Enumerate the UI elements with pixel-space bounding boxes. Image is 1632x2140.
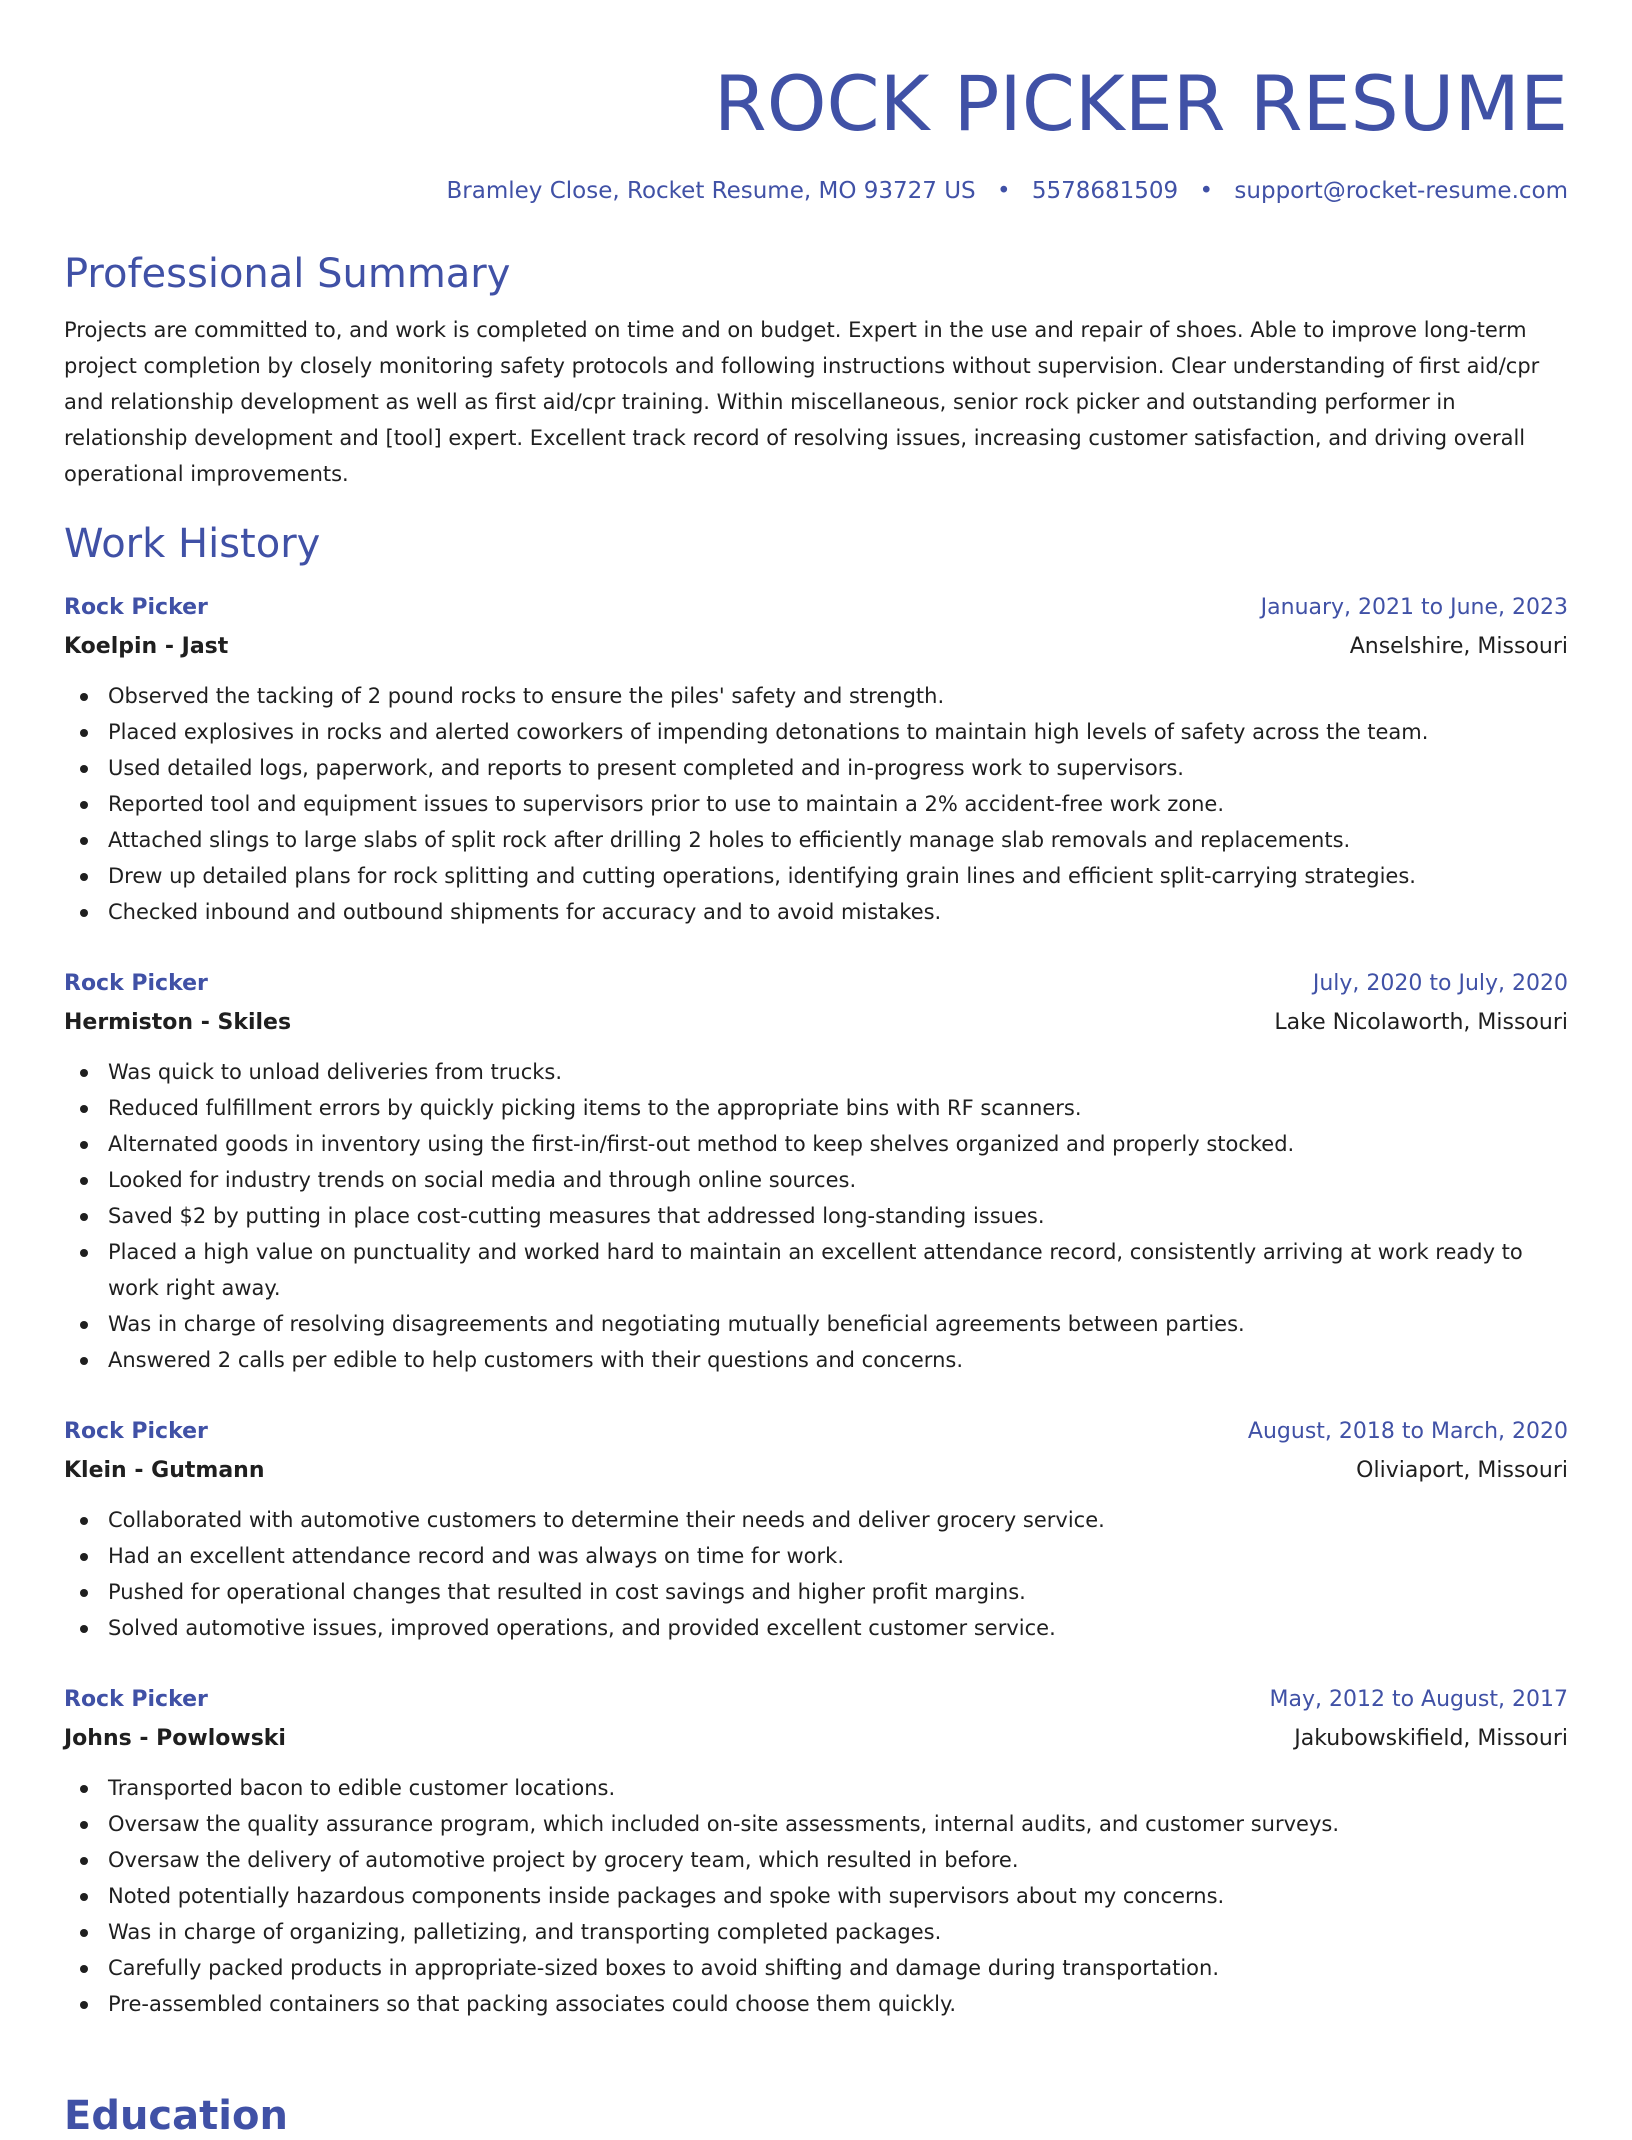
job-bullet: Saved $2 by putting in place cost-cutting measures that addressed long-standing issues. xyxy=(64,1198,1568,1234)
job-dates: January, 2021 to June, 2023 xyxy=(1260,594,1568,620)
job-company: Johns - Powlowski xyxy=(64,1725,286,1751)
job-bullet: Was in charge of resolving disagreements and negotiating mutually beneficial agreements between parties. xyxy=(64,1306,1568,1342)
job-bullet: Noted potentially hazardous components inside packages and spoke with supervisors about my concerns. xyxy=(64,1878,1568,1914)
job-title: Rock Picker xyxy=(64,1418,208,1444)
job-bullet: Collaborated with automotive customers to determine their needs and deliver grocery service. xyxy=(64,1502,1568,1538)
job-bullets xyxy=(64,678,1568,930)
job-bullet: Answered 2 calls per edible to help customers with their questions and concerns. xyxy=(64,1342,1568,1378)
job-company: Hermiston - Skiles xyxy=(64,1009,292,1035)
job-bullet: Was in charge of organizing, palletizing, and transporting completed packages. xyxy=(64,1914,1568,1950)
job-header-row xyxy=(64,588,1568,627)
contact-info xyxy=(64,178,1568,206)
job-bullets xyxy=(64,1502,1568,1646)
job-bullet: Observed the tacking of 2 pound rocks to ensure the piles' safety and strength. xyxy=(64,678,1568,714)
job-company-row xyxy=(64,1003,1568,1042)
job-company-row xyxy=(64,627,1568,666)
resume-page xyxy=(64,0,1568,2139)
job-bullet: Had an excellent attendance record and was always on time for work. xyxy=(64,1538,1568,1574)
job-bullet: Oversaw the quality assurance program, which included on-site assessments, internal audits, and customer surveys. xyxy=(64,1806,1568,1842)
job-title: Rock Picker xyxy=(64,970,208,996)
contact-address: Bramley Close, Rocket Resume, MO 93727 US xyxy=(446,178,976,204)
summary-text: Projects are committed to, and work is completed on time and on budget. Expert in the use and repair of shoes. Able to improve long-term project completion by closely monitoring safety protocols and following instructions without supervision. Clear understanding of first aid/cpr and relationship development as well as first aid/cpr training. Within miscellaneous, senior rock picker and outstanding performer in relationship development and [tool] expert. Excellent track record of resolving issues, increasing customer satisfaction, and driving overall operational improvements. xyxy=(64,317,1540,486)
job-bullet: Placed explosives in rocks and alerted coworkers of impending detonations to maintain high levels of safety across the team. xyxy=(64,714,1568,750)
job-dates: July, 2020 to July, 2020 xyxy=(1312,970,1568,996)
job-title: Rock Picker xyxy=(64,594,208,620)
job-dates: August, 2018 to March, 2020 xyxy=(1247,1418,1568,1444)
job-location: Jakubowskifield, Missouri xyxy=(1294,1725,1568,1751)
job-bullet: Used detailed logs, paperwork, and reports to present completed and in-progress work to supervisors. xyxy=(64,750,1568,786)
job-dates: May, 2012 to August, 2017 xyxy=(1269,1686,1568,1712)
summary-heading: Professional Summary xyxy=(64,250,511,297)
job-location: Anselshire, Missouri xyxy=(1349,633,1568,659)
job-bullet: Was quick to unload deliveries from trucks. xyxy=(64,1054,1568,1090)
job-location: Oliviaport, Missouri xyxy=(1356,1457,1568,1483)
job-bullet: Attached slings to large slabs of split rock after drilling 2 holes to efficiently manage slab removals and replacements. xyxy=(64,822,1568,858)
contact-email: support@rocket-resume.com xyxy=(1234,178,1568,204)
job-bullet: Transported bacon to edible customer locations. xyxy=(64,1770,1568,1806)
job-bullet: Carefully packed products in appropriate-sized boxes to avoid shifting and damage during transportation. xyxy=(64,1950,1568,1986)
job-bullet: Checked inbound and outbound shipments for accuracy and to avoid mistakes. xyxy=(64,894,1568,930)
job-bullet: Drew up detailed plans for rock splitting and cutting operations, identifying grain lines and efficient split-carrying strategies. xyxy=(64,858,1568,894)
job-company-row xyxy=(64,1719,1568,1758)
job-bullet: Placed a high value on punctuality and worked hard to maintain an excellent attendance record, consistently arriving at work ready to work right away. xyxy=(64,1234,1568,1306)
job-entry xyxy=(64,588,1568,930)
education-heading: Education xyxy=(64,2093,288,2139)
job-entry xyxy=(64,1412,1568,1646)
job-bullet: Alternated goods in inventory using the first-in/first-out method to keep shelves organized and properly stocked. xyxy=(64,1126,1568,1162)
job-bullets xyxy=(64,1054,1568,1378)
job-bullet: Reduced fulfillment errors by quickly picking items to the appropriate bins with RF scanners. xyxy=(64,1090,1568,1126)
work-history-heading: Work History xyxy=(64,520,321,567)
job-location: Lake Nicolaworth, Missouri xyxy=(1274,1009,1568,1035)
resume-title: ROCK PICKER RESUME xyxy=(713,59,1568,148)
job-title: Rock Picker xyxy=(64,1686,208,1712)
job-bullets xyxy=(64,1770,1568,2022)
job-bullet: Pre-assembled containers so that packing associates could choose them quickly. xyxy=(64,1986,1568,2022)
contact-phone: 5578681509 xyxy=(1031,178,1179,204)
job-header-row xyxy=(64,964,1568,1003)
job-company: Klein - Gutmann xyxy=(64,1457,265,1483)
job-header-row xyxy=(64,1680,1568,1719)
job-company-row xyxy=(64,1451,1568,1490)
job-entry xyxy=(64,1680,1568,2022)
job-bullet: Reported tool and equipment issues to supervisors prior to use to maintain a 2% accident-free work zone. xyxy=(64,786,1568,822)
job-entry xyxy=(64,964,1568,1378)
job-header-row xyxy=(64,1412,1568,1451)
job-company: Koelpin - Jast xyxy=(64,633,229,659)
contact-separator: • xyxy=(996,178,1011,204)
job-bullet: Oversaw the delivery of automotive project by grocery team, which resulted in before. xyxy=(64,1842,1568,1878)
contact-separator: • xyxy=(1199,178,1214,204)
job-bullet: Pushed for operational changes that resulted in cost savings and higher profit margins. xyxy=(64,1574,1568,1610)
job-bullet: Looked for industry trends on social media and through online sources. xyxy=(64,1162,1568,1198)
job-bullet: Solved automotive issues, improved operations, and provided excellent customer service. xyxy=(64,1610,1568,1646)
